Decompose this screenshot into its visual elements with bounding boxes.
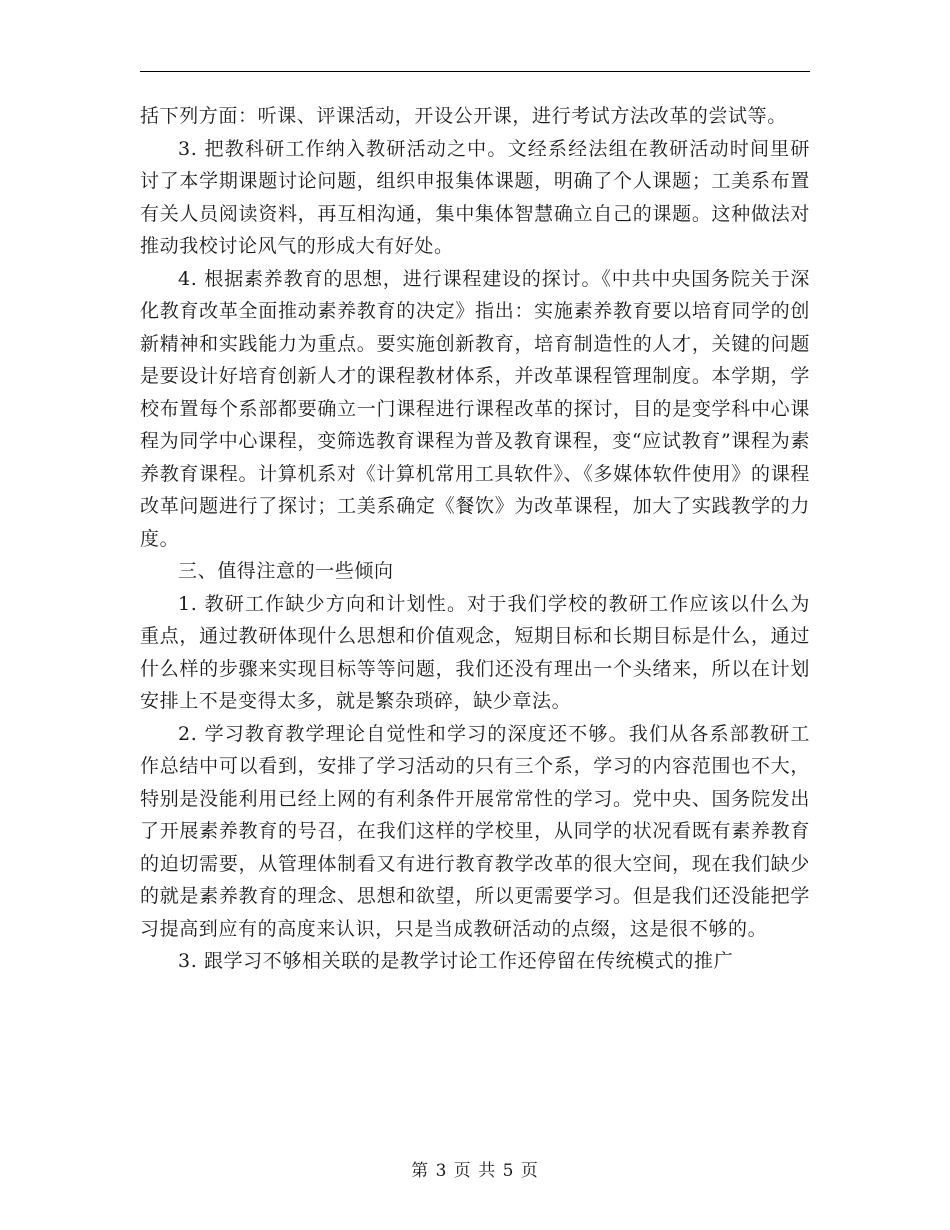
paragraph-5: 1. 教研工作缺少方向和计划性。对于我们学校的教研工作应该以什么为重点，通过教研体现什么思想和价值观念，短期目标和长期目标是什么，通过什么样的步骤来实现目标等等问题，我们还没有理出一个头绪来，所以在计划安排上不是变得太多，就是繁杂琐碎，缺少章法。 — [140, 592, 810, 712]
paragraph-7: 3. 跟学习不够相关联的是教学讨论工作还停留在传统模式的推广 — [178, 950, 734, 972]
document-body — [140, 100, 810, 978]
header-divider — [140, 71, 810, 72]
section-heading: 三、值得注意的一些倾向 — [178, 560, 394, 582]
paragraph-6: 2. 学习教育教学理论自觉性和学习的深度还不够。我们从各系部教研工作总结中可以看到，安排了学习活动的只有三个系，学习的内容范围也不大，特别是没能利用已经上网的有利条件开展常常性的学习。党中央、国务院发出了开展素养教育的号召，在我们这样的学校里，从同学的状况看既有素养教育的迫切需要，从管理体制看又有进行教育教学改革的很大空间，现在我们缺少的就是素养教育的理念、思想和欲望，所以更需要学习。但是我们还没能把学习提高到应有的高度来认识，只是当成教研活动的点缀，这是很不够的。 — [140, 722, 810, 940]
paragraph-1: 括下列方面：听课、评课活动，开设公开课，进行考试方法改革的尝试等。 — [140, 105, 787, 127]
paragraph-3: 4. 根据素养教育的思想，进行课程建设的探讨。《中共中央国务院关于深化教育改革全面推动素养教育的决定》指出：实施素养教育要以培育同学的创新精神和实践能力为重点。要实施创新教育，培育制造性的人才，关键的问题是要设计好培育创新人才的课程教材体系，并改革课程管理制度。本学期，学校布置每个系部都要确立一门课程进行课程改革的探讨，目的是变学科中心课程为同学中心课程，变筛选教育课程为普及教育课程，变“应试教育”课程为素养教育课程。计算机系对《计算机常用工具软件》、《多媒体软件使用》的课程改革问题进行了探讨；工美系确定《餐饮》为改革课程，加大了实践教学的力度。 — [140, 267, 810, 550]
page-number-footer: 第 3 页 共 5 页 — [411, 1161, 539, 1181]
paragraph-2: 3. 把教科研工作纳入教研活动之中。文经系经法组在教研活动时间里研讨了本学期课题讨论问题，组织申报集体课题，明确了个人课题；工美系布置有关人员阅读资料，再互相沟通，集中集体智慧确立自己的课题。这种做法对推动我校讨论风气的形成大有好处。 — [140, 137, 810, 257]
